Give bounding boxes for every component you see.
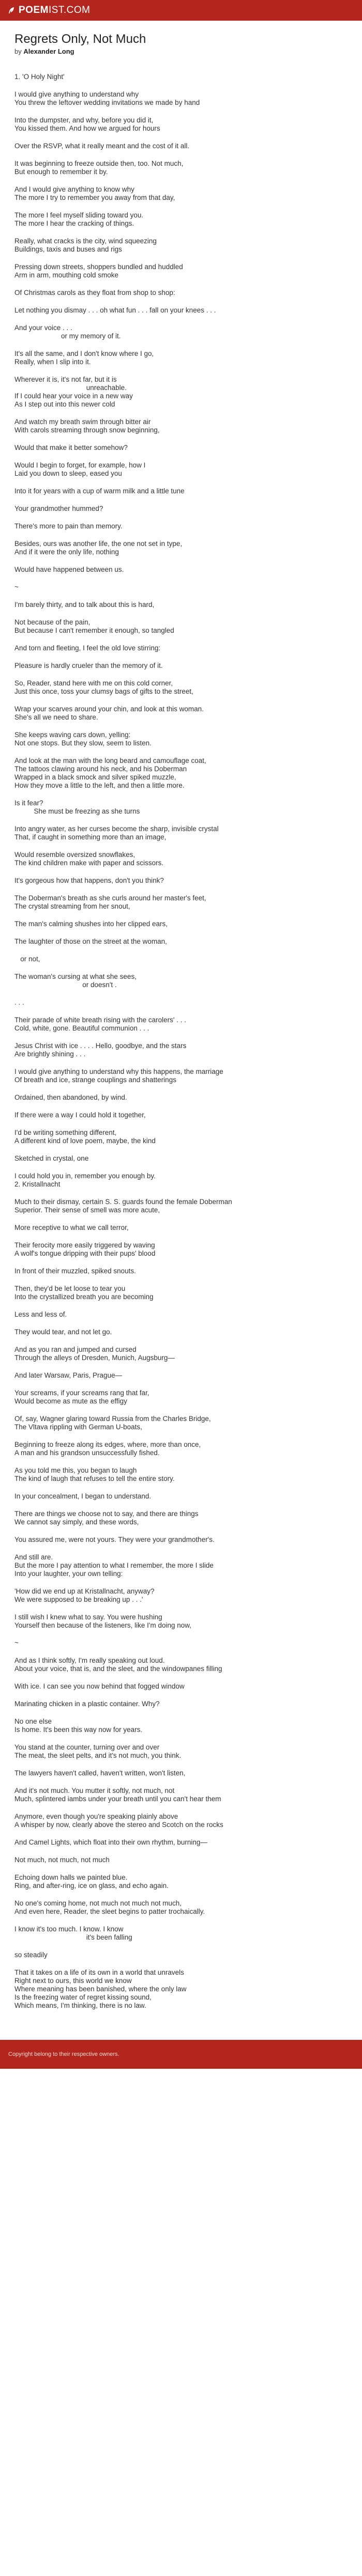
- poem-stanza: Into the dumpster, and why, before you did it, You kissed them. And how we argued for hours: [14, 116, 160, 132]
- poem-stanza: It's all the same, and I don't know where I go, Really, when I slip into it.: [14, 350, 154, 366]
- brand-name-light: IST.COM: [48, 5, 90, 15]
- poem-stanza: Is it fear? She must be freezing as she turns: [14, 799, 140, 815]
- poem-stanza: Of Christmas carols as they float from shop to shop:: [14, 289, 175, 296]
- poem-stanza: And torn and fleeting, I feel the old love stirring:: [14, 644, 161, 652]
- poem-stanza: And your voice . . . or my memory of it.: [14, 324, 121, 340]
- poem-stanza: I would give anything to understand why this happens, the marriage Of breath and ice, strange couplings and shatterings: [14, 1068, 223, 1084]
- poem-stanza: Ordained, then abandoned, by wind.: [14, 1094, 127, 1101]
- poem-stanza: And as you ran and jumped and cursed Through the alleys of Dresden, Munich, Augsburg—: [14, 1346, 175, 1362]
- poem-stanza: And look at the man with the long beard and camouflage coat, The tattoos clawing around his neck, and his Doberman Wrapped in a black smock and silver spiked muzzle, How they move a little to the left, and then a little more.: [14, 757, 206, 789]
- poem-stanza: It was beginning to freeze outside then, too. Not much, But enough to remember it by.: [14, 160, 184, 176]
- poem-stanza: The more I feel myself sliding toward you. The more I hear the cracking of things.: [14, 211, 144, 227]
- poem-stanza: Echoing down halls we painted blue. Ring, and after-ring, ice on glass, and echo again.: [14, 1874, 169, 1890]
- poem-stanza: And still are. But the more I pay attention to what I remember, the more I slide Into your laughter, your own telling:: [14, 1553, 214, 1578]
- brand-name-bold: POEM: [19, 5, 49, 15]
- poem-stanza: Let nothing you dismay . . . oh what fun . . . fall on your knees . . .: [14, 306, 216, 314]
- poemist-feather-icon: [7, 6, 16, 14]
- poem-stanza: There are things we choose not to say, and there are things We cannot say simply, and these words,: [14, 1510, 199, 1526]
- poem-stanza: And as I think softly, I'm really speaking out loud. About your voice, that is, and the sleet, and the windowpanes filling: [14, 1657, 222, 1673]
- poem-stanza: Beginning to freeze along its edges, where, more than once, A man and his grandson unsuccessfully fished.: [14, 1441, 201, 1457]
- poem-stanza: Your screams, if your screams rang that far, Would become as mute as the effigy: [14, 1389, 149, 1405]
- poem-stanza: ~: [14, 583, 19, 591]
- poem-stanza: I would give anything to understand why You threw the leftover wedding invitations we made by hand: [14, 90, 200, 106]
- poem-stanza: so steadily: [14, 1951, 48, 1959]
- poem-stanza: Wherever it is, it's not far, but it is unreachable. If I could hear your voice in a new way As I step out into this newer cold: [14, 376, 133, 408]
- poem-stanza: Wrap your scarves around your chin, and look at this woman. She's all we need to share.: [14, 705, 204, 721]
- site-header: [0, 0, 362, 21]
- poem-stanza: And watch my breath swim through bitter air With carols streaming through snow beginning,: [14, 418, 160, 434]
- poem-stanza: The Doberman's breath as she curls around her master's feet, The crystal streaming from her snout,: [14, 894, 206, 910]
- poem-stanza: . . .: [14, 998, 24, 1006]
- poem-stanza: As you told me this, you began to laugh The kind of laugh that refuses to tell the entire story.: [14, 1466, 175, 1482]
- poem-stanza: or not,: [14, 955, 40, 963]
- poem-stanza: So, Reader, stand here with me on this cold corner, Just this once, toss your clumsy bags of gifts to the street,: [14, 679, 193, 695]
- poem-stanza: Anymore, even though you're speaking plainly above A whisper by now, clearly above the stereo and Scotch on the rocks: [14, 1813, 223, 1829]
- poem-stanza: She keeps waving cars down, yelling: Not one stops. But they slow, seem to listen.: [14, 731, 152, 747]
- poem-stanza: Would that make it better somehow?: [14, 444, 128, 451]
- poem-stanza: There's more to pain than memory.: [14, 522, 123, 530]
- poem-stanza: In front of their muzzled, spiked snouts.: [14, 1267, 136, 1275]
- poem-stanza: The woman's cursing at what she sees, or doesn't .: [14, 973, 137, 989]
- poem-stanza: Not much, not much, not much: [14, 1856, 110, 1864]
- poem-stanza: Your grandmother hummed?: [14, 505, 103, 512]
- poem-byline: [14, 48, 348, 55]
- poem-stanza: I know it's too much. I know. I know it's been falling: [14, 1925, 132, 1941]
- poem-body: [14, 73, 348, 2010]
- poem-stanza: Pressing down streets, shoppers bundled and huddled Arm in arm, mouthing cold smoke: [14, 263, 183, 279]
- poem-stanza: I'm barely thirty, and to talk about this is hard,: [14, 601, 155, 608]
- poem-stanza: Their ferocity more easily triggered by waving A wolf's tongue dripping with their pups' blood: [14, 1241, 156, 1257]
- poem-stanza: 'How did we end up at Kristallnacht, anyway? We were supposed to be breaking up . . .': [14, 1587, 155, 1603]
- poem-stanza: Of, say, Wagner glaring toward Russia from the Charles Bridge, The Vltava rippling with German U-boats,: [14, 1415, 211, 1431]
- poem-stanza: That it takes on a life of its own in a world that unravels Right next to ours, this world we know Where meaning has been banished, where the only law Is the freezing water of regret kissing sound, Which means, I'm thinking, there is no law.: [14, 1969, 187, 2009]
- poem-stanza: Sketched in crystal, one: [14, 1154, 89, 1162]
- poem-stanza: And later Warsaw, Paris, Prague—: [14, 1371, 123, 1379]
- poem-stanza: Besides, ours was another life, the one not set in type, And if it were the only life, nothing: [14, 540, 183, 556]
- poem-stanza: Over the RSVP, what it really meant and the cost of it all.: [14, 142, 190, 150]
- poem-stanza: You stand at the counter, turning over and over The meat, the sleet pelts, and it's not much, you think.: [14, 1743, 182, 1759]
- poem-stanza: Their parade of white breath rising with the carolers' . . . Cold, white, gone. Beautiful communion . . .: [14, 1016, 186, 1032]
- poem-stanza: Much to their dismay, certain S. S. guards found the female Doberman Superior. Their sense of smell was more acute,: [14, 1198, 232, 1214]
- author-link[interactable]: Alexander Long: [23, 48, 74, 55]
- poem-stanza: No one's coming home, not much not much not much, And even here, Reader, the sleet begins to patter trochaically.: [14, 1899, 205, 1915]
- poem-stanza: And it's not much. You mutter it softly, not much, not Much, splintered iambs under your breath until you can't hear them: [14, 1787, 221, 1803]
- poem-stanza: Not because of the pain, But because I can't remember it enough, so tangled: [14, 618, 174, 634]
- poem-stanza: Into angry water, as her curses become the sharp, invisible crystal That, if caught in something more than an image,: [14, 825, 219, 841]
- poem-stanza: Less and less of.: [14, 1310, 67, 1318]
- poem-stanza: The laughter of those on the street at the woman,: [14, 938, 167, 945]
- poem-stanza: More receptive to what we call terror,: [14, 1224, 129, 1231]
- poem-stanza: Then, they'd be let loose to tear you Into the crystallized breath you are becoming: [14, 1285, 154, 1301]
- copyright-text: Copyright belong to their respective owners.: [8, 2051, 119, 2057]
- poem-stanza: With ice. I can see you now behind that fogged window: [14, 1682, 185, 1690]
- poem-stanza: It's gorgeous how that happens, don't you think?: [14, 877, 164, 884]
- poem-title: Regrets Only, Not Much: [14, 32, 146, 46]
- poem-page: [0, 21, 362, 2040]
- poem-stanza: 1. 'O Holy Night': [14, 73, 65, 81]
- poem-stanza: Would have happened between us.: [14, 566, 124, 573]
- poem-stanza: If there were a way I could hold it together,: [14, 1111, 146, 1119]
- poem-stanza: ~: [14, 1639, 19, 1647]
- poem-stanza: I could hold you in, remember you enough by. 2. Kristallnacht: [14, 1172, 156, 1188]
- poem-stanza: And Camel Lights, which float into their own rhythm, burning—: [14, 1838, 207, 1846]
- byline-prefix: by: [14, 48, 22, 55]
- poem-stanza: The lawyers haven't called, haven't written, won't listen,: [14, 1769, 186, 1777]
- poem-stanza: Marinating chicken in a plastic container. Why?: [14, 1700, 160, 1708]
- poem-stanza: The man's calming shushes into her clipped ears,: [14, 920, 168, 928]
- poem-stanza: Jesus Christ with ice . . . . Hello, goodbye, and the stars Are brightly shining . . .: [14, 1042, 187, 1058]
- poem-stanza: Would I begin to forget, for example, how I Laid you down to sleep, eased you: [14, 461, 146, 477]
- poem-stanza: Would resemble oversized snowflakes, The kind children make with paper and scissors.: [14, 851, 164, 867]
- poem-stanza: I'd be writing something different, A different kind of love poem, maybe, the kind: [14, 1129, 156, 1145]
- site-footer: [0, 2040, 362, 2069]
- poem-stanza: Pleasure is hardly crueler than the memory of it.: [14, 662, 163, 669]
- poem-stanza: Really, what cracks is the city, wind squeezing Buildings, taxis and buses and rigs: [14, 237, 157, 253]
- poem-stanza: I still wish I knew what to say. You were hushing Yourself then because of the listeners, like I'm doing now,: [14, 1613, 192, 1629]
- poem-stanza: Into it for years with a cup of warm milk and a little tune: [14, 487, 185, 495]
- poem-stanza: And I would give anything to know why The more I try to remember you away from that day,: [14, 185, 175, 201]
- site-logo[interactable]: [7, 5, 90, 16]
- poem-stanza: No one else Is home. It's been this way now for years.: [14, 1718, 143, 1734]
- poem-stanza: In your concealment, I began to understand.: [14, 1492, 152, 1500]
- poem-stanza: You assured me, were not yours. They were your grandmother's.: [14, 1536, 215, 1543]
- poem-stanza: They would tear, and not let go.: [14, 1328, 112, 1336]
